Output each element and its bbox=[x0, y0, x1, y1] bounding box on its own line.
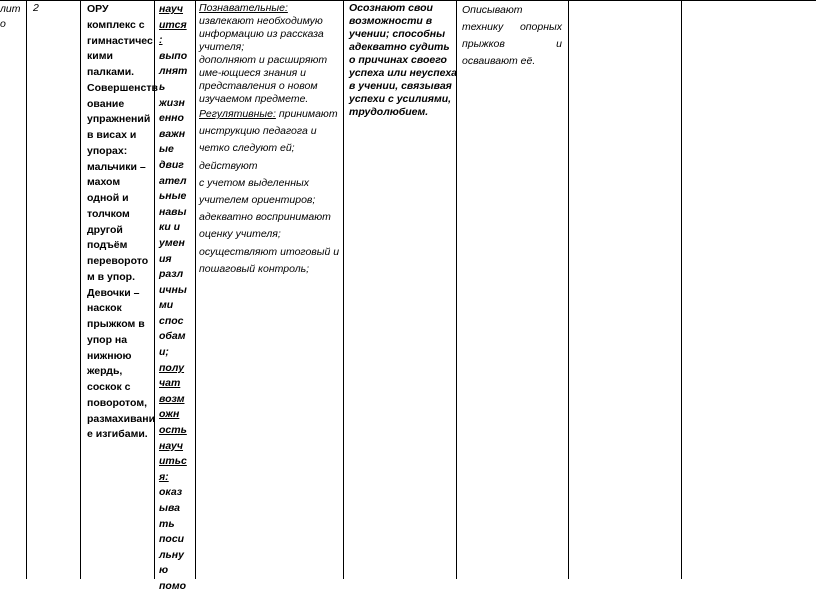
cell-line: в учении, связывая bbox=[349, 80, 452, 92]
column-divider bbox=[80, 0, 81, 579]
cell-line: помо bbox=[159, 579, 187, 592]
cell-line: и; bbox=[159, 346, 169, 359]
cell-line: подъём bbox=[87, 239, 128, 252]
cell-line: учителем ориентиров; bbox=[199, 194, 316, 207]
cell-line: адекватно воспринимают bbox=[199, 211, 331, 224]
cell-line: Совершенств bbox=[87, 81, 158, 94]
cell-line: упорах: bbox=[87, 144, 128, 157]
activity-word: Описывают bbox=[462, 4, 523, 16]
cell-line: о bbox=[0, 18, 6, 30]
cell-line: переворото bbox=[87, 255, 149, 267]
cell-line: инструкцию педагога и bbox=[199, 125, 317, 138]
column-divider bbox=[195, 0, 196, 579]
cell-line: ожн bbox=[159, 408, 180, 421]
cell-line: наскок bbox=[87, 302, 122, 315]
cell-line: оказ bbox=[159, 486, 183, 499]
cell-line: навы bbox=[159, 205, 187, 218]
cell-line: толчком bbox=[87, 207, 130, 220]
cell-line: ование bbox=[87, 97, 125, 110]
cell-line: ится bbox=[159, 18, 187, 31]
activity-word: технику bbox=[462, 21, 504, 33]
cell-line: соскок с bbox=[87, 381, 131, 393]
cell-line: е изгибами. bbox=[87, 428, 148, 441]
cell-line: трудолюбием. bbox=[349, 106, 429, 118]
cell-line: успехи с усилиями, bbox=[349, 93, 452, 105]
cell-line: разл bbox=[159, 268, 184, 281]
cell-line: четко следуют ей; bbox=[199, 142, 295, 155]
cell-line: Осознают свои bbox=[349, 2, 433, 14]
cell-line: действуют bbox=[199, 159, 258, 172]
cell-line: мальчики – bbox=[87, 160, 146, 173]
cell-line: енно bbox=[159, 112, 184, 125]
cell-line: обам bbox=[159, 330, 186, 343]
cell-line: одной и bbox=[87, 192, 129, 204]
cell-lesson-number: 2 bbox=[33, 2, 39, 14]
cell-line: ми bbox=[159, 299, 174, 312]
cell-line: ть bbox=[159, 517, 175, 530]
cell-line: итьс bbox=[159, 455, 187, 468]
cell-line: выпо bbox=[159, 49, 188, 62]
column-divider bbox=[681, 0, 682, 579]
cell-line: махом bbox=[87, 176, 121, 189]
cell-line: лит bbox=[0, 3, 21, 15]
cell-line: науч bbox=[159, 3, 184, 15]
cell-line: ател bbox=[159, 174, 187, 187]
cell-line: осуществляют итоговый и bbox=[199, 245, 340, 258]
cell-line: успеха или неуспеха bbox=[349, 67, 457, 79]
activity-word: и bbox=[556, 38, 562, 50]
table-top-border bbox=[0, 0, 816, 1]
cell-line: ые bbox=[159, 143, 174, 156]
cell-line: поси bbox=[159, 533, 185, 546]
cell-line: адекватно судить bbox=[349, 41, 450, 53]
activity-word: опорных bbox=[519, 21, 562, 33]
cell-line: м в упор. bbox=[87, 270, 135, 283]
cell-line: пошаговый контроль; bbox=[199, 262, 310, 275]
cell-line: упражнений bbox=[87, 113, 151, 126]
cell-line: извлекают необходимую bbox=[199, 15, 323, 27]
cell-line: кими bbox=[87, 50, 113, 63]
cell-line: спос bbox=[159, 314, 184, 327]
cell-line: представления о новом bbox=[199, 80, 318, 92]
cell-line: ьные bbox=[159, 190, 187, 203]
cell-line: палками. bbox=[87, 66, 135, 78]
cell-learning-outcomes bbox=[159, 2, 191, 595]
cell-personal-results bbox=[349, 2, 457, 119]
cell-line: ия bbox=[159, 252, 172, 265]
cell-line: полу bbox=[159, 361, 185, 374]
cell-clipped-text bbox=[0, 2, 24, 32]
cell-line: о причинах своего bbox=[349, 54, 447, 66]
cell-line: науч bbox=[159, 439, 184, 452]
cell-line: изучаемом предмете. bbox=[199, 93, 309, 105]
cognitive-heading: Познавательные: bbox=[199, 2, 288, 14]
cell-line: другой bbox=[87, 223, 123, 236]
cell-line: возможности в bbox=[349, 15, 433, 27]
cell-line: ю bbox=[159, 564, 169, 577]
cell-line: име-ющиеся знания и bbox=[199, 67, 307, 79]
cell-lesson-content bbox=[87, 2, 158, 443]
cell-line: нижнюю bbox=[87, 349, 132, 362]
cell-line: ОРУ bbox=[87, 3, 109, 15]
cell-line: лнят bbox=[159, 65, 188, 78]
cell-line: жердь, bbox=[87, 365, 123, 378]
regulative-heading-rest: принимают bbox=[275, 108, 338, 120]
cell-line: умен bbox=[159, 236, 185, 249]
cell-line: оценку учителя; bbox=[199, 228, 281, 241]
cell-line: ки и bbox=[159, 221, 181, 234]
cell-line: прыжком в bbox=[87, 318, 145, 330]
cell-universal-learning-actions bbox=[199, 2, 340, 278]
cell-line: возм bbox=[159, 392, 185, 405]
cell-line: ичны bbox=[159, 283, 187, 296]
cell-line: льну bbox=[159, 548, 184, 561]
cell-line: ыва bbox=[159, 502, 181, 514]
regulative-heading: Регулятивные: bbox=[199, 108, 276, 120]
column-divider bbox=[26, 0, 27, 579]
cell-line: учителя; bbox=[199, 41, 245, 53]
cell-line: информацию из рассказа bbox=[199, 28, 324, 40]
cell-line: Девочки – bbox=[87, 286, 140, 299]
cell-line: дополняют и расширяют bbox=[199, 54, 328, 66]
cell-line: : bbox=[159, 34, 163, 47]
activity-word: прыжков bbox=[462, 38, 505, 50]
cell-line: чат bbox=[159, 377, 181, 390]
cell-line: с учетом выделенных bbox=[199, 176, 309, 189]
cell-line: двиг bbox=[159, 158, 184, 171]
cell-line: комплекс с bbox=[87, 18, 145, 31]
cell-line: ость bbox=[159, 424, 187, 437]
cell-line: я: bbox=[159, 470, 169, 483]
cell-line: учении; способны bbox=[349, 28, 446, 40]
cell-student-activity bbox=[462, 2, 562, 70]
cell-line: жизн bbox=[159, 96, 185, 109]
cell-line: важн bbox=[159, 127, 186, 140]
cell-line: гимнастичес bbox=[87, 34, 153, 47]
column-divider bbox=[568, 0, 569, 579]
cell-line: поворотом, bbox=[87, 396, 148, 409]
cell-line: ь bbox=[159, 80, 166, 93]
cell-line: размахивани bbox=[87, 412, 156, 425]
column-divider bbox=[343, 0, 344, 579]
cell-line: упор на bbox=[87, 333, 128, 346]
cell-line: в висах и bbox=[87, 129, 137, 141]
activity-line: осваивают её. bbox=[462, 55, 536, 67]
